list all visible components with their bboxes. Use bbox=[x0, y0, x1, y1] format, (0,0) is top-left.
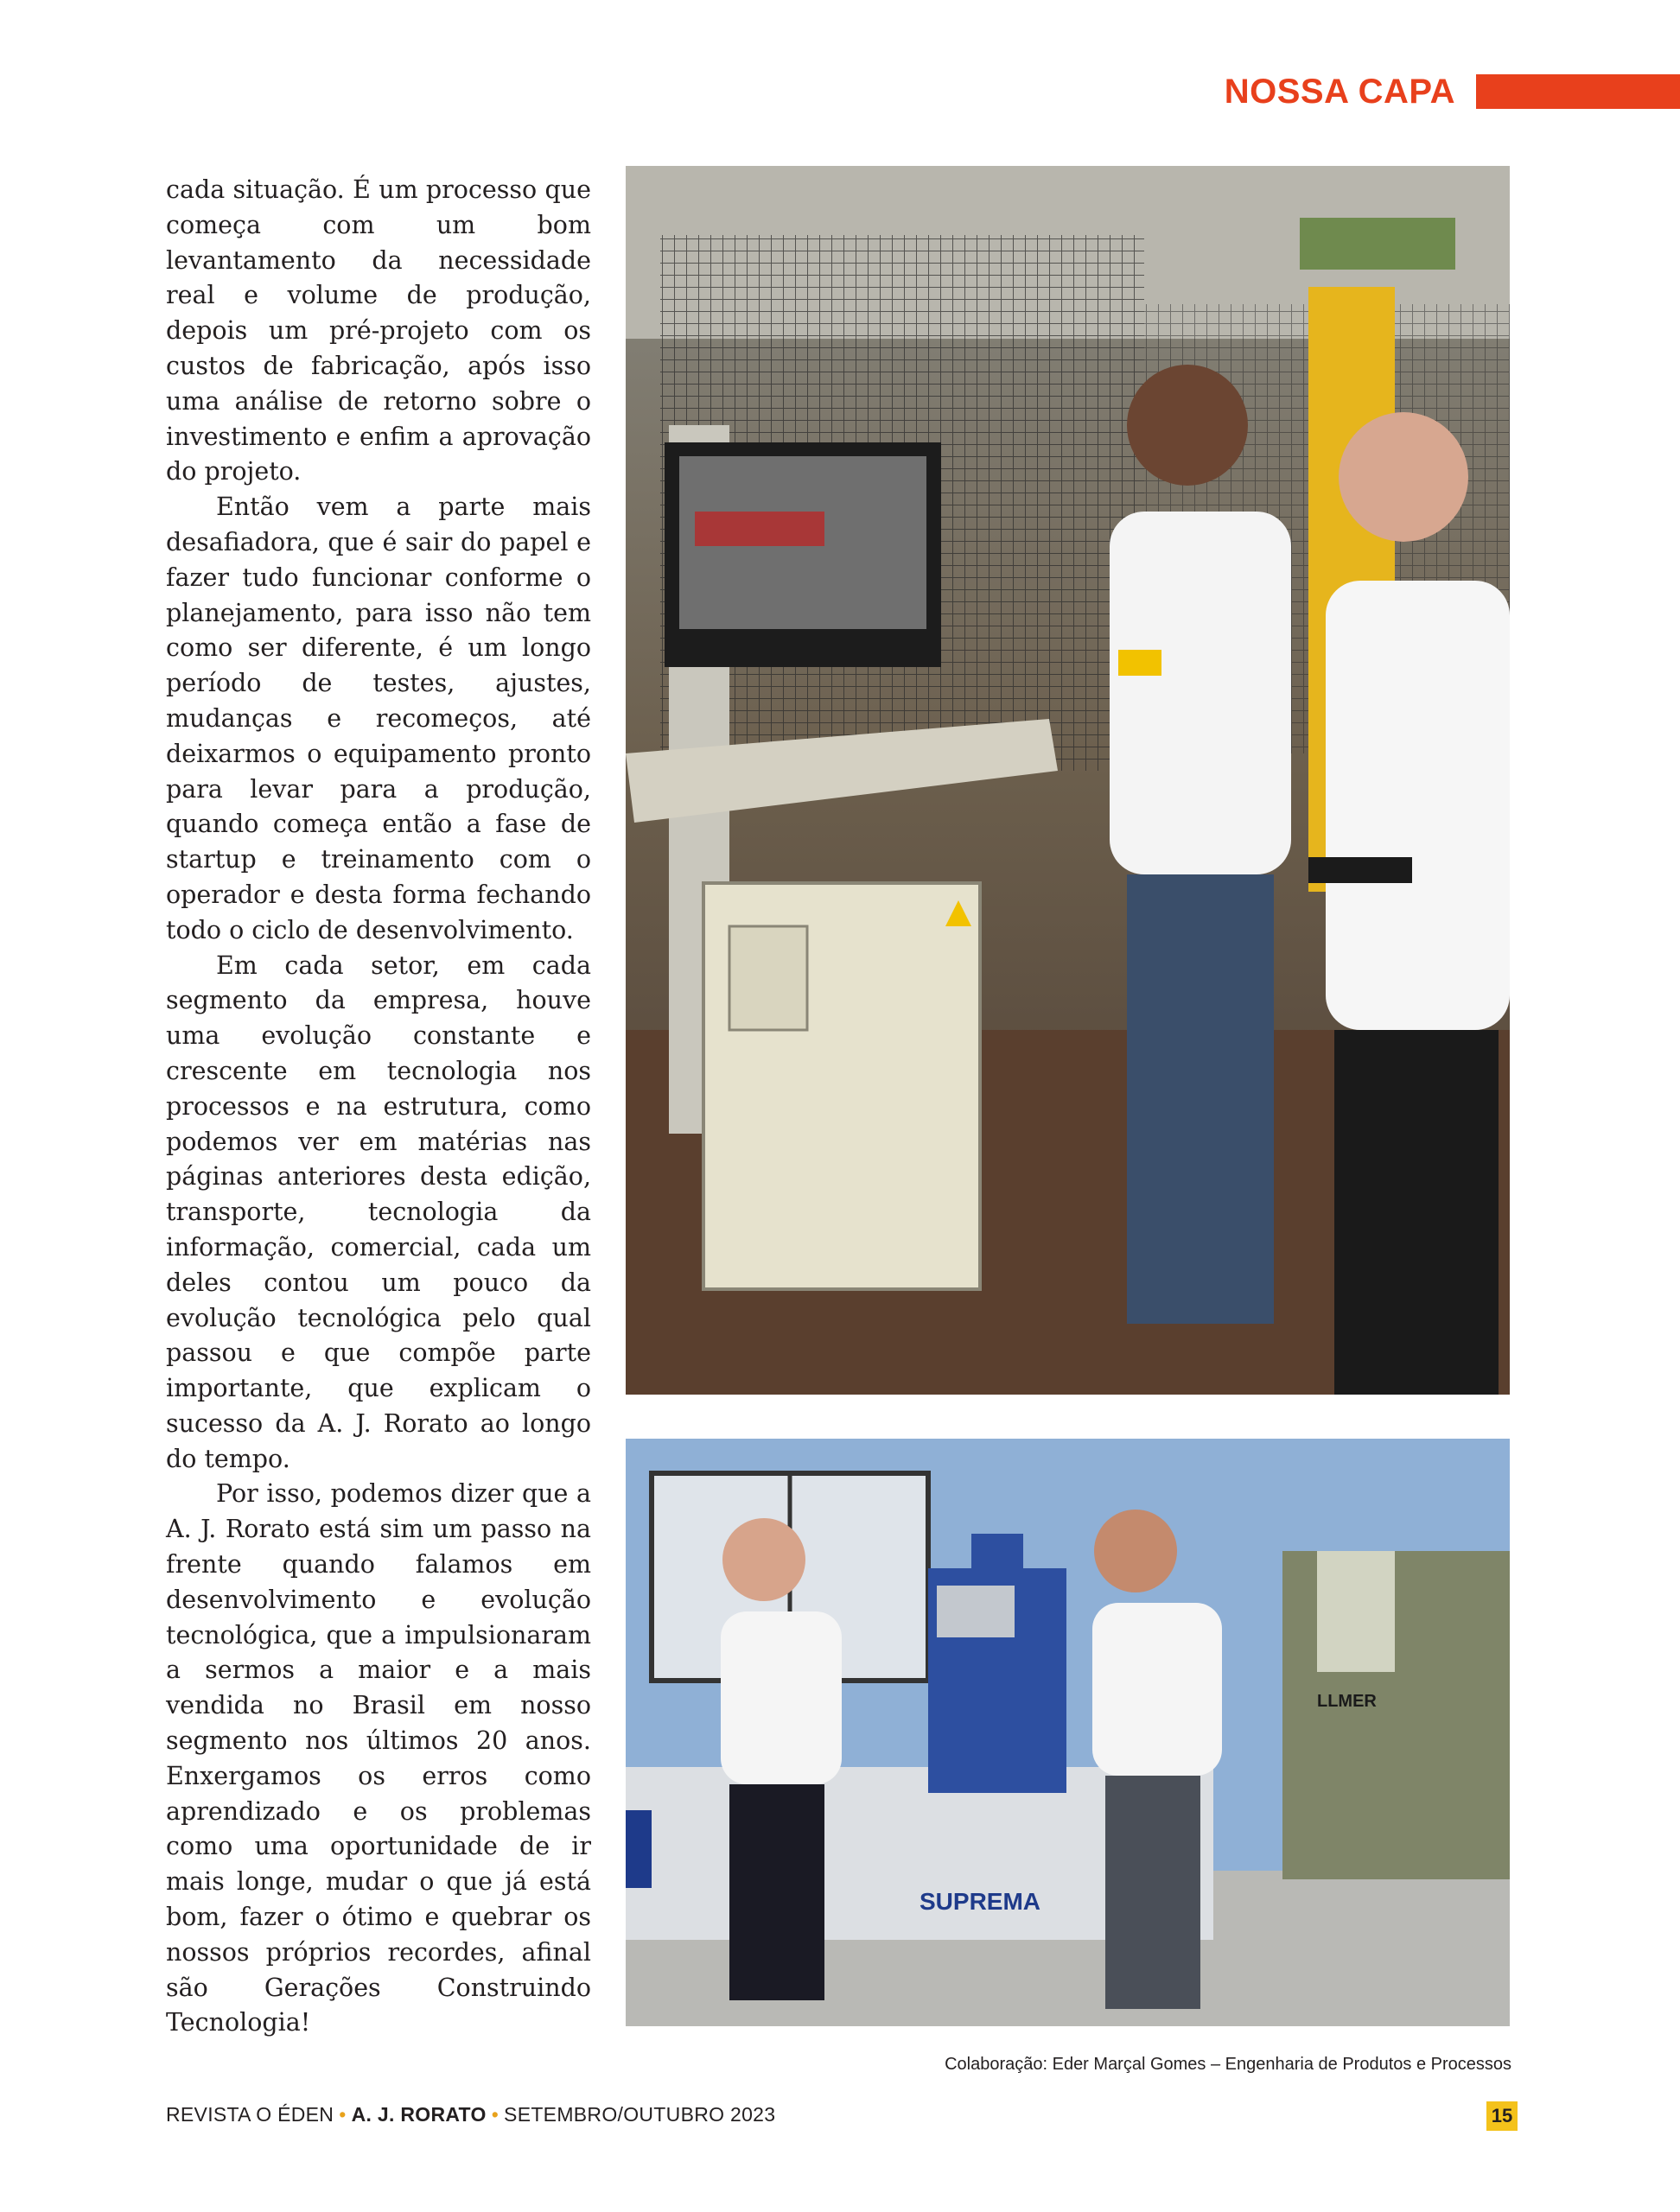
machine-label: SUPREMA bbox=[920, 1888, 1041, 1915]
footer-magazine: REVISTA O ÉDEN bbox=[166, 2103, 334, 2126]
footer-separator: • bbox=[339, 2103, 347, 2126]
page-number: 15 bbox=[1486, 2101, 1518, 2131]
page-footer bbox=[166, 2103, 775, 2126]
photo-credit: Colaboração: Eder Marçal Gomes – Engenharia de Produtos e Processos bbox=[945, 2055, 1511, 2074]
section-label: NOSSA CAPA bbox=[1224, 73, 1455, 111]
article-paragraph: cada situação. É um processo que começa com um bom levantamento da necessidade real e volume de produção, depois um pré-projeto com os custos de fabricação, após isso uma análise de retorno sobre o investimento e enfim a aprovação do projeto. bbox=[166, 175, 591, 486]
article-paragraph: Por isso, podemos dizer que a A. J. Rorato está sim um passo na frente quando falamos em desenvolvimento e evolução tecnológica, que a impulsionaram a sermos a maior e a mais vendida no Brasil em nosso segmento nos últimos 20 anos. Enxergamos os erros como aprendizado e os problemas como uma oportunidade de ir mais longe, mudar o que já está bom, fazer o ótimo e quebrar os nossos próprios recordes, afinal são Gerações Construindo Tecnologia! bbox=[166, 1479, 591, 2037]
footer-separator: • bbox=[491, 2103, 500, 2126]
machine-brand-label: LLMER bbox=[1317, 1692, 1377, 1711]
section-accent-bar bbox=[1476, 74, 1680, 109]
article-paragraph: Então vem a parte mais desafiadora, que é sair do papel e fazer tudo funcionar conforme o planejamento, para isso não tem como ser diferente, é um longo período de testes, ajustes, mudanças e recomeços, até deixarmos o equipamento pronto para levar para a produção, quando começa então a fase de startup e treinamento com o operador e desta forma fechando todo o ciclo de desenvolvimento. bbox=[166, 493, 591, 944]
footer-issue: SETEMBRO/OUTUBRO 2023 bbox=[504, 2103, 776, 2126]
article-body bbox=[166, 173, 591, 2041]
article-paragraph: Em cada setor, em cada segmento da empresa, houve uma evolução constante e crescente em tecnologia nos processos e na estrutura, como podemos ver em matérias nas páginas anteriores desta edição, transporte, tecnologia da informação, comercial, cada um deles contou um pouco da evolução tecnológica pelo qual passou e que compõe parte importante, que explicam o sucesso da A. J. Rorato ao longo do tempo. bbox=[166, 950, 591, 1473]
photo-control-panel bbox=[626, 166, 1510, 1395]
photo-cnc-machine bbox=[626, 1439, 1510, 2026]
footer-brand: A. J. RORATO bbox=[351, 2103, 487, 2126]
